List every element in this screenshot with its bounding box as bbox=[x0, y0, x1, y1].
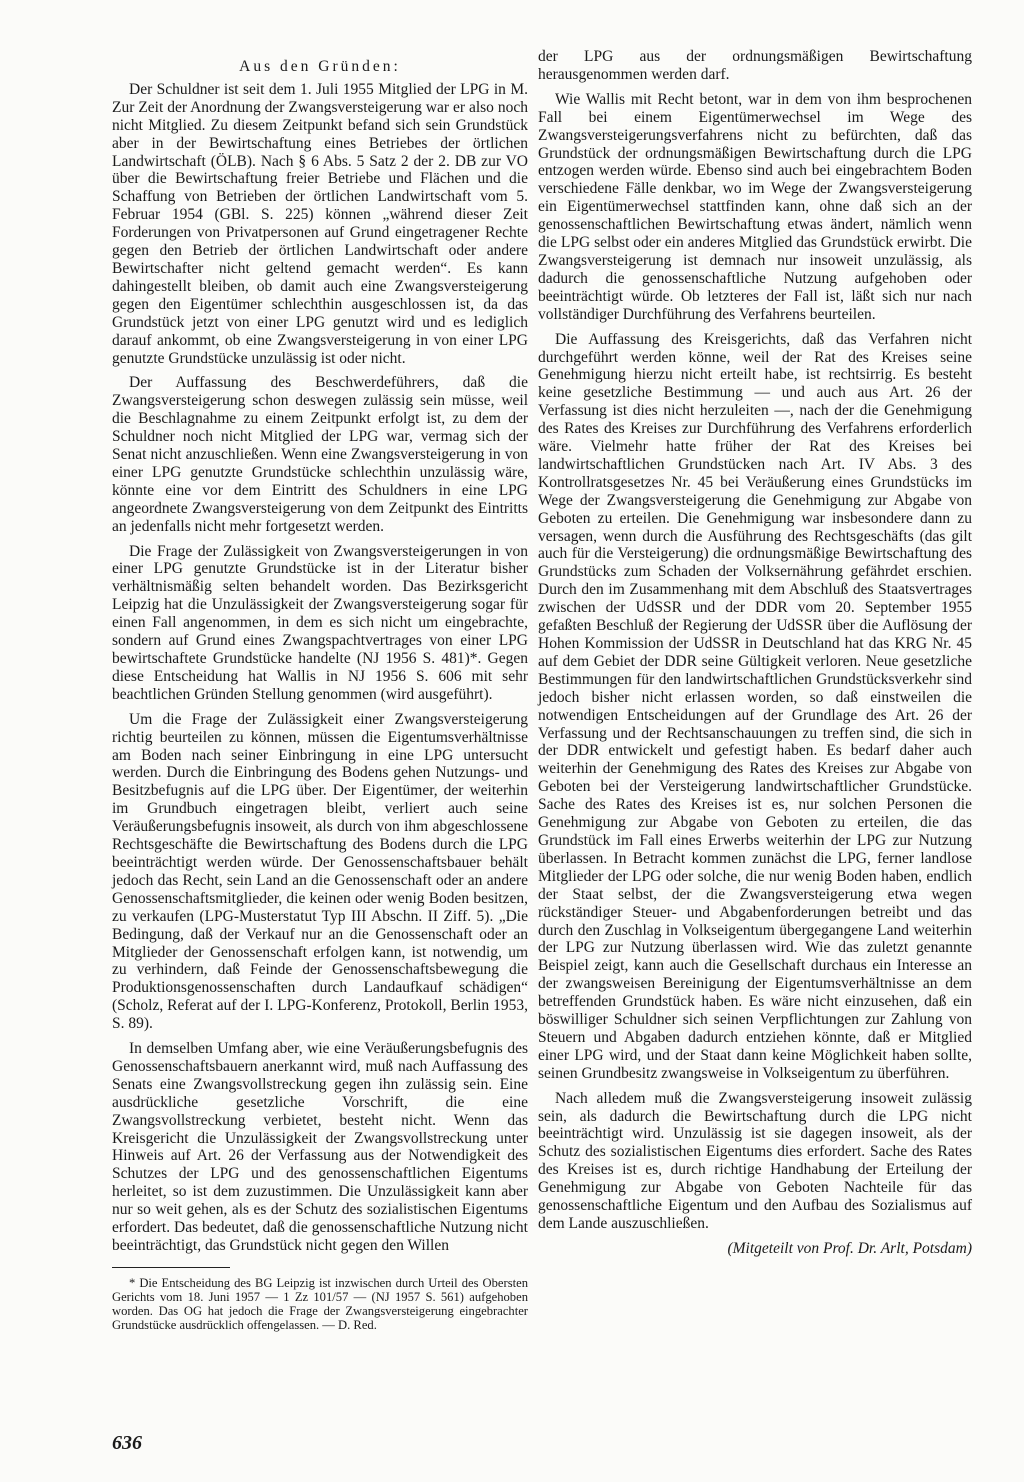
right-column bbox=[538, 48, 972, 1265]
paragraph: Um die Frage der Zulässigkeit einer Zwangsversteigerung richtig beurteilen zu können, müssen die Eigentumsverhältnisse am Boden nach seiner Einbringung in eine LPG untersucht werden. Durch die Einbringung des Bodens gehen Nutzungs- und Besitzbefugnis auf die LPG über. Der Eigentümer, der weiterhin im Grundbuch eingetragen bleibt, verliert auch seine Veräußerungsbefugnis insoweit, als durch von ihm abgeschlossene Rechtsgeschäfte die Bewirtschaftung des Bodens durch die LPG beeinträchtigt werden würde. Der Genossenschaftsbauer behält jedoch das Recht, sein Land an die Genossenschaft oder an andere Genossenschaftsmitglieder, die keinen oder wenig Boden besitzen, zu verkaufen (LPG-Musterstatut Typ III Abschn. II Ziff. 5). „Die Bedingung, daß der Verkauf nur an die Genossenschaft oder an Mitglieder der Genossenschaft erfolgen kann, ist notwendig, um zu verhindern, daß Feinde der Genossenschaftsbewegung die Produktionsgenossenschaften durch Landaufkauf schädigen“ (Scholz, Referat auf der I. LPG-Konferenz, Protokoll, Berlin 1953, S. 89). bbox=[112, 710, 528, 1033]
footnote-divider bbox=[112, 1267, 230, 1268]
attribution: (Mitgeteilt von Prof. Dr. Arlt, Potsdam) bbox=[727, 1239, 972, 1257]
left-column bbox=[112, 48, 528, 1339]
paragraph: Die Frage der Zulässigkeit von Zwangsversteigerungen in von einer LPG genutzte Grundstücke ist in der Literatur bisher verhältnismäßig selten behandelt worden. Das Bezirksgericht Leipzig hat die Unzulässigkeit der Zwangsversteigerung sogar für einen Fall angenommen, in dem es sich nicht um eingebrachte, sondern auf Grund eines Zwangspachtvertrages von einer LPG bewirtschaftete Grundstücke handelte (NJ 1956 S. 481)*. Gegen diese Entscheidung hat Wallis in NJ 1956 S. 606 mit sehr beachtlichen Gründen Stellung genommen (wird ausgeführt). bbox=[112, 542, 528, 703]
paragraph: Die Auffassung des Kreisgerichts, daß das Verfahren nicht durchgeführt werden könne, weil der Rat des Kreises seine Genehmigung hierzu nicht erteilt habe, ist rechtsirrig. Es besteht keine gesetzliche Bestimmung — und auch aus Art. 26 der Verfassung ist dies nicht herzuleiten —, nach der die Genehmigung des Rates des Kreises zur Durchführung des Verfahrens erforderlich wäre. Vielmehr hatte früher der Rat des Kreises bei landwirtschaftlichen Grundstücken nach Art. IV Abs. 3 des Kontrollratsgesetzes Nr. 45 bei Veräußerung eines Grundstücks im Wege der Zwangsversteigerung die Genehmigung zur Abgabe von Geboten zu erteilen. Die Genehmigung war insbesondere dann zu versagen, wenn durch die Ausführung des Rechtsgeschäfts (das gilt auch für die Versteigerung) die ordnungsmäßige Bewirtschaftung des Grundstücks zum Schaden der Volksernährung gefährdet erschien. Durch den im Zusammenhang mit dem Abschluß des Staatsvertrages zwischen der UdSSR und der DDR vom 20. September 1955 gefaßten Beschluß der Regierung der UdSSR über die Auflösung der Hohen Kommission der UdSSR in Deutschland hat das KRG Nr. 45 auf dem Gebiet der DDR seine Gültigkeit verloren. Neue gesetzliche Bestimmungen für den landwirtschaftlichen Grundstücksverkehr sind jedoch bisher nicht erlassen worden, so daß einstweilen die notwendigen Entscheidungen auf der Grundlage des Art. 26 der Verfassung und der Rechtsanschauungen zu treffen sind, die sich in der DDR entwickelt und gefestigt haben. Es bedarf daher auch weiterhin der Genehmigung des Rates des Kreises zur Abgabe von Geboten bei der Versteigerung landwirtschaftlicher Grundstücke. Sache des Rates des Kreises ist es, nur solchen Personen die Genehmigung zur Abgabe von Geboten zu erteilen, die das Grundstück im Fall eines Erwerbs weiterhin der LPG zur Nutzung überlassen. In Betracht kommen zunächst die LPG, ferner landlose Mitglieder der LPG oder solche, die nur wenig Boden haben, endlich der Staat selbst, der die Zwangsversteigerung etwa wegen rückständiger Steuer- und Abgabenforderungen betreibt und das durch den Zuschlag in Volkseigentum übergegangene Land weiterhin der LPG zur Nutzung überlassen wird. Wie das zuletzt genannte Beispiel zeigt, kann auch die Gesellschaft durchaus ein Interesse an der zwangsweisen Bereinigung der Eigentumsverhältnisse an dem betreffenden Grundstück haben. Es wäre nicht einzusehen, daß ein böswilliger Schuldner sich seinen Verpflichtungen zur Zahlung von Steuern und Abgaben dadurch entziehen könnte, daß er Mitglied einer LPG wird, und der Staat dann keine Möglichkeit haben sollte, seinen Grundbesitz zwangsweise in Volkseigentum zu überführen. bbox=[538, 330, 972, 1082]
page-number: 636 bbox=[112, 1432, 142, 1454]
paragraph: Wie Wallis mit Recht betont, war in dem von ihm besprochenen Fall bei einem Eigentümerwechsel im Wege des Zwangsversteigerungsverfahrens nicht zu befürchten, daß das Grundstück der ordnungsmäßigen Bewirtschaftung durch die LPG entzogen werden würde. Ebenso sind auch bei eingebrachtem Boden verschiedene Fälle denkbar, wo im Wege der Zwangsversteigerung ein Eigentümerwechsel stattfinden kann, ohne daß sich an der genossenschaftlichen Bewirtschaftung etwas ändert, nämlich wenn die LPG selbst oder ein anderes Mitglied das Grundstück erwirbt. Die Zwangsversteigerung ist demnach nur insoweit unzulässig, als dadurch die genossenschaftliche Nutzung aufgehoben oder beeinträchtigt würde. Ob letzteres der Fall ist, läßt sich nur nach vollständiger Durchführung des Verfahrens beurteilen. bbox=[538, 90, 972, 323]
section-heading: Aus den Gründen: bbox=[239, 58, 401, 75]
paragraph-continuation: der LPG aus der ordnungsmäßigen Bewirtschaftung herausgenommen werden darf. bbox=[538, 48, 972, 83]
footnote: * Die Entscheidung des BG Leipzig ist inzwischen durch Urteil des Obersten Gerichts vom 18. Juni 1957 — 1 Zz 101/57 — (NJ 1957 S. 561) aufgehoben worden. Das OG hat jedoch die Frage der Zwangsversteigerung eingebrachter Grundstücke ausdrücklich offengelassen. — D. Red. bbox=[112, 1275, 528, 1332]
paragraph: In demselben Umfang aber, wie eine Veräußerungsbefugnis des Genossenschaftsbauern anerkannt wird, muß nach Auffassung des Senats eine Zwangsvollstreckung gegen ihn zulässig sein. Eine ausdrückliche gesetzliche Vorschrift, die eine Zwangsvollstreckung verbietet, besteht nicht. Wenn das Kreisgericht die Unzulässigkeit der Zwangsvollstreckung unter Hinweis auf Art. 26 der Verfassung aus der Notwendigkeit des Schutzes der LPG und des genossenschaftlichen Eigentums herleitet, so ist dem zuzustimmen. Die Unzulässigkeit kann aber nur so weit gehen, als es der Schutz des sozialistischen Eigentums erfordert. Das bedeutet, daß die genossenschaftliche Nutzung nicht beeinträchtigt, das Grundstück nicht gegen den Willen bbox=[112, 1040, 528, 1254]
paragraph: Nach alledem muß die Zwangsversteigerung insoweit zulässig sein, als dadurch die Bewirtschaftung durch die LPG nicht beeinträchtigt wird. Unzulässig ist sie dagegen insoweit, als der Schutz des sozialistischen Eigentums dies erfordert. Sache des Rates des Kreises ist es, durch richtige Handhabung der Erteilung der Genehmigung zur Abgabe von Geboten Nachteile für das genossenschaftliche Eigentum und den Aufbau des Sozialismus auf dem Lande auszuschließen. bbox=[538, 1089, 972, 1232]
paragraph: Der Schuldner ist seit dem 1. Juli 1955 Mitglied der LPG in M. Zur Zeit der Anordnung der Zwangsversteigerung war er also noch nicht Mitglied. Zu diesem Zeitpunkt befand sich sein Grundstück aber in der Bewirtschaftung eines Betriebes der örtlichen Landwirtschaft (ÖLB). Nach § 6 Abs. 5 Satz 2 der 2. DB zur VO über die Bewirtschaftung freier Betriebe und Flächen und die Schaffung von Betrieben der örtlichen Landwirtschaft vom 5. Februar 1954 (GBl. S. 225) können „während dieser Zeit Forderungen von Privatpersonen auf Grund eingetragener Rechte gegen den Betrieb der örtlichen Landwirtschaft oder andere Bewirtschafter nicht geltend gemacht werden“. Es kann dahingestellt bleiben, ob damit auch eine Zwangsversteigerung gegen den Eigentümer schlechthin ausgeschlossen ist, da das Grundstück jetzt von einer LPG genutzt wird und es lediglich darauf ankommt, ob eine Zwangsversteigerung in von einer LPG genutzte Grundstücke unzulässig ist oder nicht. bbox=[112, 80, 528, 367]
paragraph: Der Auffassung des Beschwerdeführers, daß die Zwangsversteigerung schon deswegen zulässig sein müsse, weil die Beschlagnahme zu einem Zeitpunkt erfolgt ist, zu dem der Schuldner noch nicht Mitglied der LPG war, vermag sich der Senat nicht anzuschließen. Wenn eine Zwangsversteigerung in von einer LPG genutzte Grundstücke schlechthin unzulässig wäre, könnte eine vor dem Eintritt des Schuldners in eine LPG angeordnete Zwangsversteigerung von dem Zeitpunkt des Eintritts an jedenfalls nicht mehr fortgesetzt werden. bbox=[112, 374, 528, 535]
